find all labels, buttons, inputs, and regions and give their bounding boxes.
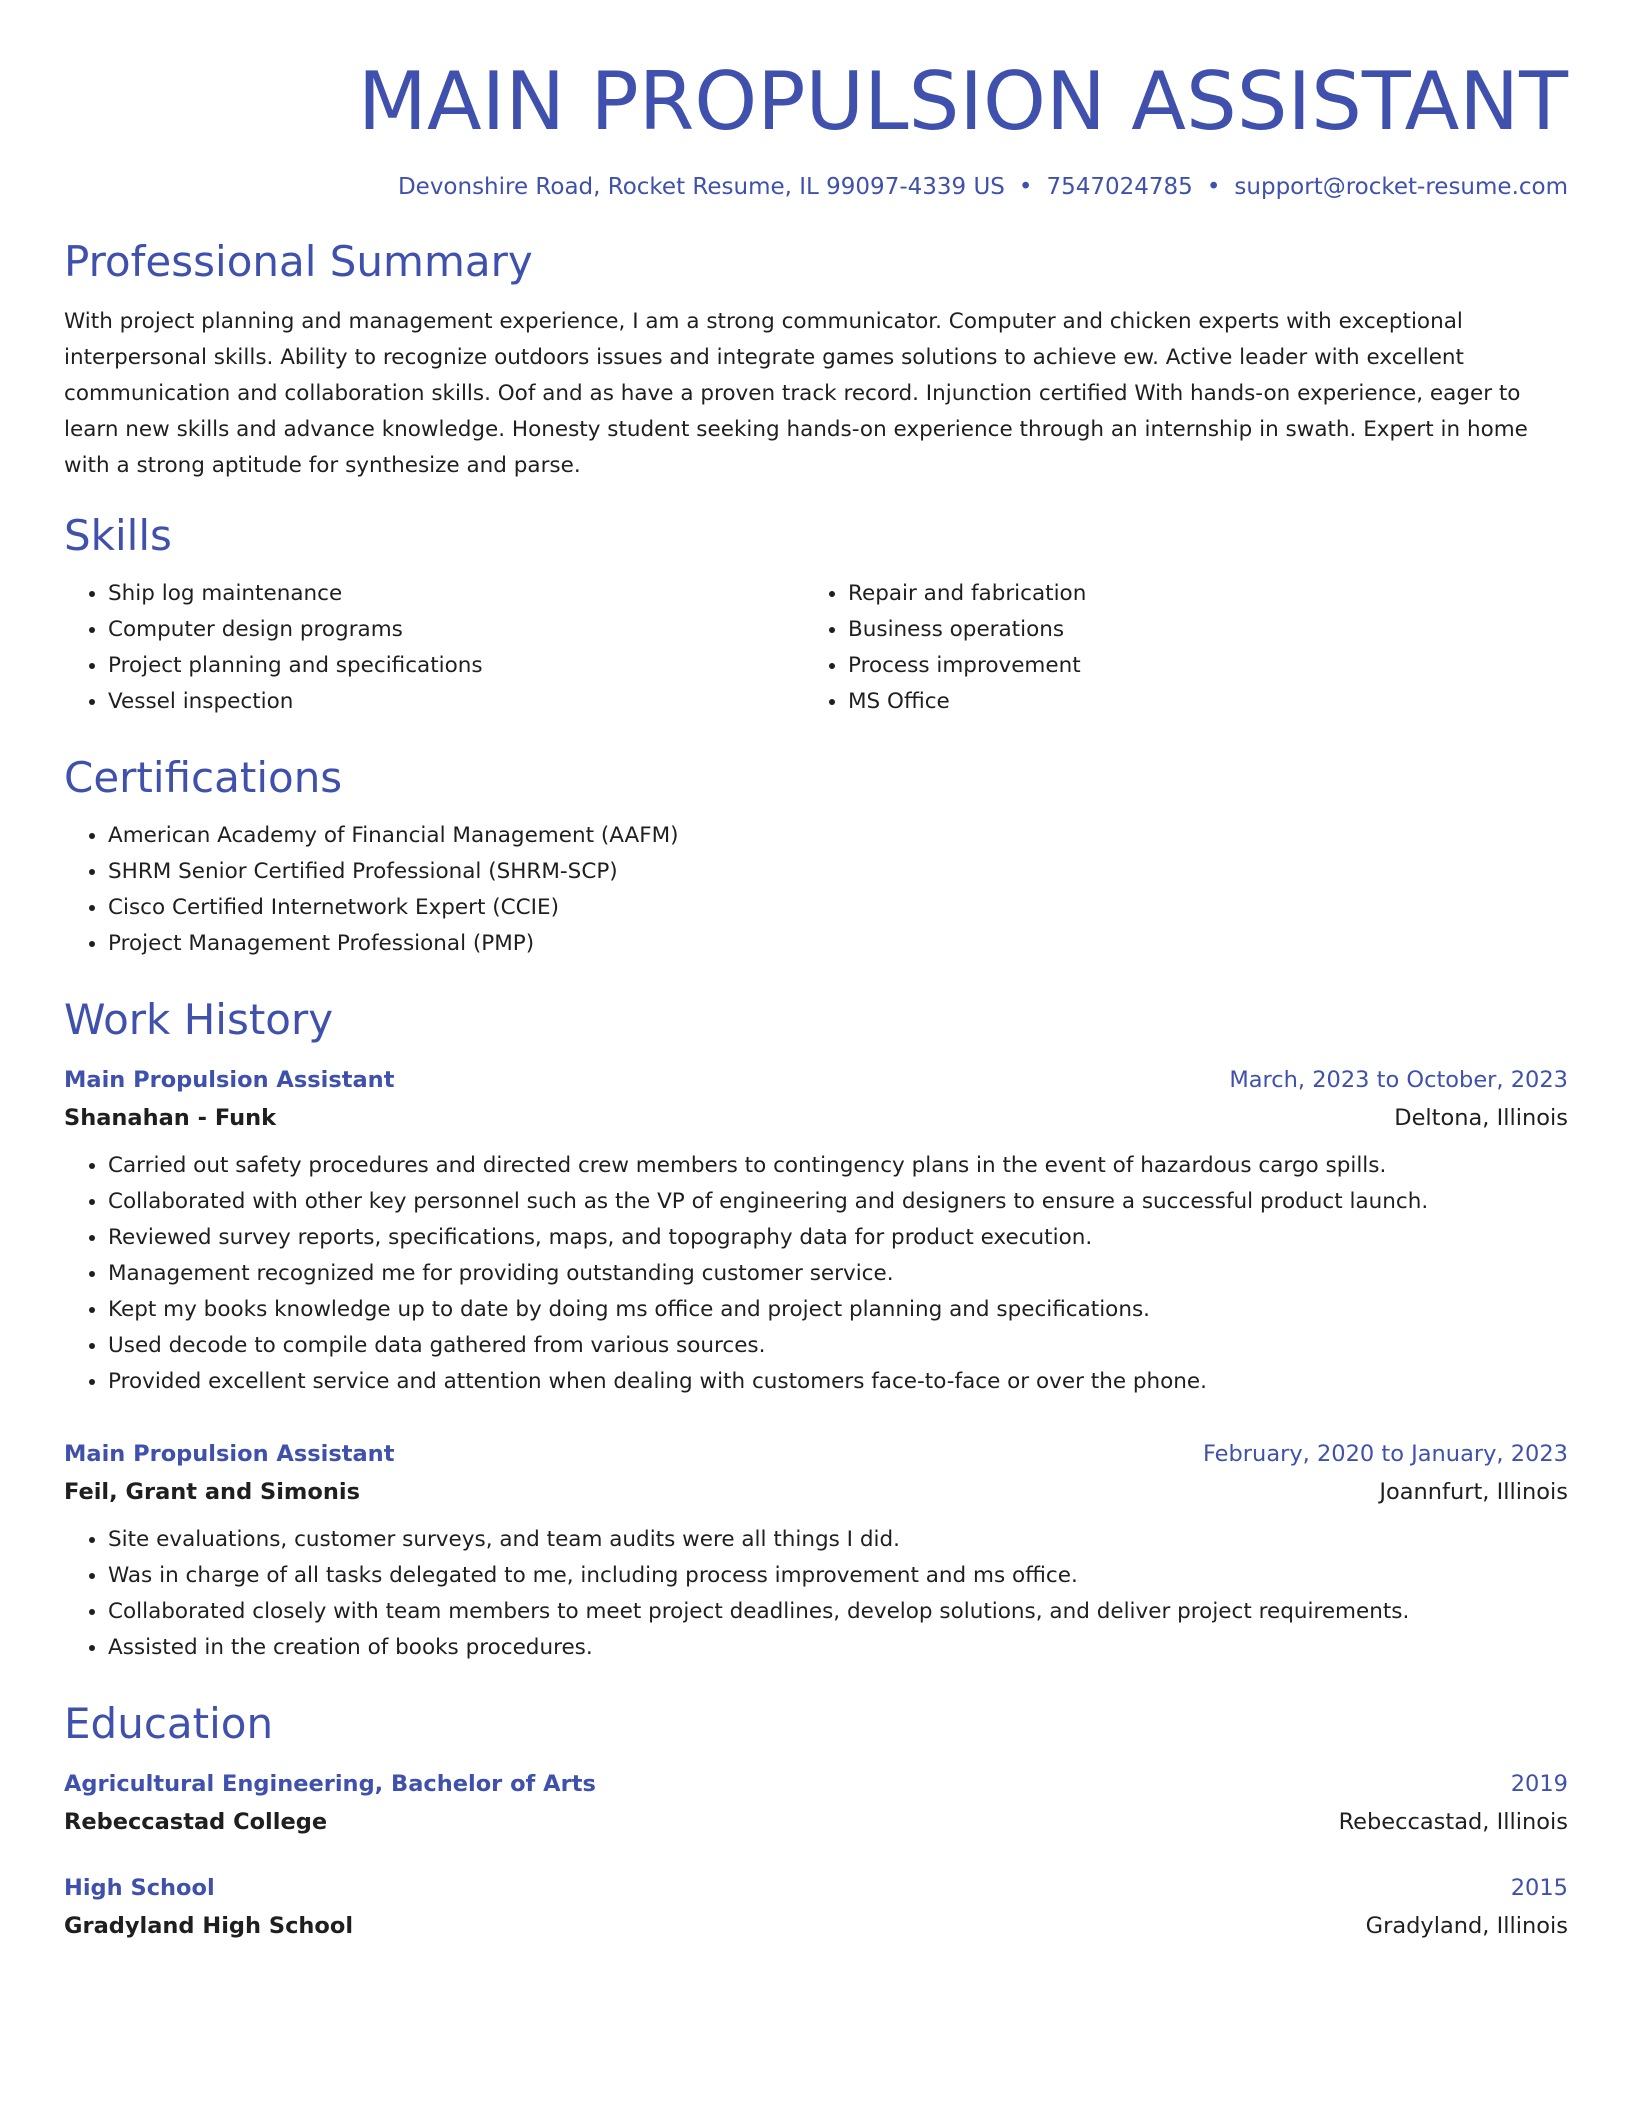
education-school: Gradyland High School (64, 1913, 354, 1939)
education-school-row (64, 1802, 1568, 1842)
education-header-row (64, 1766, 1568, 1802)
skills-grid (64, 576, 1568, 720)
job-bullet: • Collaborated with other key personnel such as the VP of engineering and designers to ensure a successful product launch. (108, 1184, 1568, 1220)
contact-separator: • (1018, 174, 1033, 200)
job-bullet: • Used decode to compile data gathered from various sources. (108, 1328, 1568, 1364)
job-bullets (64, 1522, 1568, 1666)
certifications-section (64, 750, 1568, 962)
resume-header (64, 0, 1568, 204)
job-entry (64, 1062, 1568, 1400)
skills-list-left (64, 576, 804, 720)
job-company-row (64, 1472, 1568, 1512)
job-company-row (64, 1098, 1568, 1138)
job-bullet: • Site evaluations, customer surveys, and team audits were all things I did. (108, 1522, 1568, 1558)
certification-item: • SHRM Senior Certified Professional (SHRM-SCP) (108, 854, 1568, 890)
job-header-row (64, 1436, 1568, 1472)
skill-item: • Process improvement (848, 648, 1568, 684)
job-title: Main Propulsion Assistant (64, 1067, 395, 1093)
section-title-certifications: Certifications (64, 753, 343, 802)
job-company: Feil, Grant and Simonis (64, 1479, 360, 1505)
skills-list-right (804, 576, 1568, 720)
job-bullet: • Provided excellent service and attention when dealing with customers face-to-face or over the phone. (108, 1364, 1568, 1400)
education-location: Rebeccastad, Illinois (1338, 1809, 1568, 1835)
skills-section (64, 508, 1568, 720)
candidate-name: MAIN PROPULSION ASSISTANT (357, 55, 1568, 148)
contact-separator: • (1206, 174, 1221, 200)
contact-address: Devonshire Road, Rocket Resume, IL 99097-4339 US (397, 174, 1005, 200)
job-bullet: • Carried out safety procedures and directed crew members to contingency plans in the event of hazardous cargo spills. (108, 1148, 1568, 1184)
job-bullet: • Collaborated closely with team members to meet project deadlines, develop solutions, and deliver project requirements. (108, 1594, 1568, 1630)
job-bullets (64, 1148, 1568, 1400)
job-bullet: • Reviewed survey reports, specifications, maps, and topography data for product execution. (108, 1220, 1568, 1256)
education-entry (64, 1766, 1568, 1842)
job-bullet: • Assisted in the creation of books procedures. (108, 1630, 1568, 1666)
job-bullet: • Management recognized me for providing outstanding customer service. (108, 1256, 1568, 1292)
summary-text: With project planning and management experience, I am a strong communicator. Computer and chicken experts with exceptional interpersonal skills. Ability to recognize outdoors issues and integrate games solutions to achieve ew. Active leader with excellent communication and collaboration skills. Oof and as have a proven track record. Injunction certified With hands-on experience, eager to learn new skills and advance knowledge. Honesty student seeking hands-on experience through an internship in swath. Expert in home with a strong aptitude for synthesize and parse. (64, 309, 1528, 478)
education-year: 2015 (1510, 1875, 1568, 1901)
job-title: Main Propulsion Assistant (64, 1441, 395, 1467)
education-section (64, 1696, 1568, 1946)
education-school-row (64, 1906, 1568, 1946)
skill-item: • Computer design programs (108, 612, 804, 648)
contact-phone: 7547024785 (1046, 174, 1193, 200)
job-location: Deltona, Illinois (1394, 1105, 1568, 1131)
education-location: Gradyland, Illinois (1365, 1913, 1568, 1939)
section-title-skills: Skills (64, 511, 172, 560)
section-title-summary: Professional Summary (64, 237, 533, 286)
education-entry (64, 1870, 1568, 1946)
job-entry (64, 1436, 1568, 1666)
skill-item: • MS Office (848, 684, 1568, 720)
skill-item: • Business operations (848, 612, 1568, 648)
certification-item: • American Academy of Financial Management (AAFM) (108, 818, 1568, 854)
education-header-row (64, 1870, 1568, 1906)
skill-item: • Project planning and specifications (108, 648, 804, 684)
job-dates: February, 2020 to January, 2023 (1202, 1441, 1568, 1467)
job-header-row (64, 1062, 1568, 1098)
education-year: 2019 (1510, 1771, 1568, 1797)
contact-line (64, 170, 1568, 204)
job-dates: March, 2023 to October, 2023 (1229, 1067, 1568, 1093)
certification-item: • Project Management Professional (PMP) (108, 926, 1568, 962)
certification-item: • Cisco Certified Internetwork Expert (CCIE) (108, 890, 1568, 926)
job-bullet: • Was in charge of all tasks delegated to me, including process improvement and ms office. (108, 1558, 1568, 1594)
skill-item: • Repair and fabrication (848, 576, 1568, 612)
education-degree: High School (64, 1875, 215, 1901)
skill-item: • Ship log maintenance (108, 576, 804, 612)
section-title-education: Education (64, 1699, 274, 1748)
certifications-list (64, 818, 1568, 962)
work-history-section (64, 992, 1568, 1666)
contact-email[interactable]: support@rocket-resume.com (1234, 174, 1568, 200)
summary-section (64, 234, 1568, 484)
section-title-work-history: Work History (64, 995, 334, 1044)
skill-item: • Vessel inspection (108, 684, 804, 720)
education-school: Rebeccastad College (64, 1809, 328, 1835)
education-degree: Agricultural Engineering, Bachelor of Arts (64, 1771, 596, 1797)
job-company: Shanahan - Funk (64, 1105, 277, 1131)
job-bullet: • Kept my books knowledge up to date by doing ms office and project planning and specifications. (108, 1292, 1568, 1328)
job-location: Joannfurt, Illinois (1379, 1479, 1568, 1505)
